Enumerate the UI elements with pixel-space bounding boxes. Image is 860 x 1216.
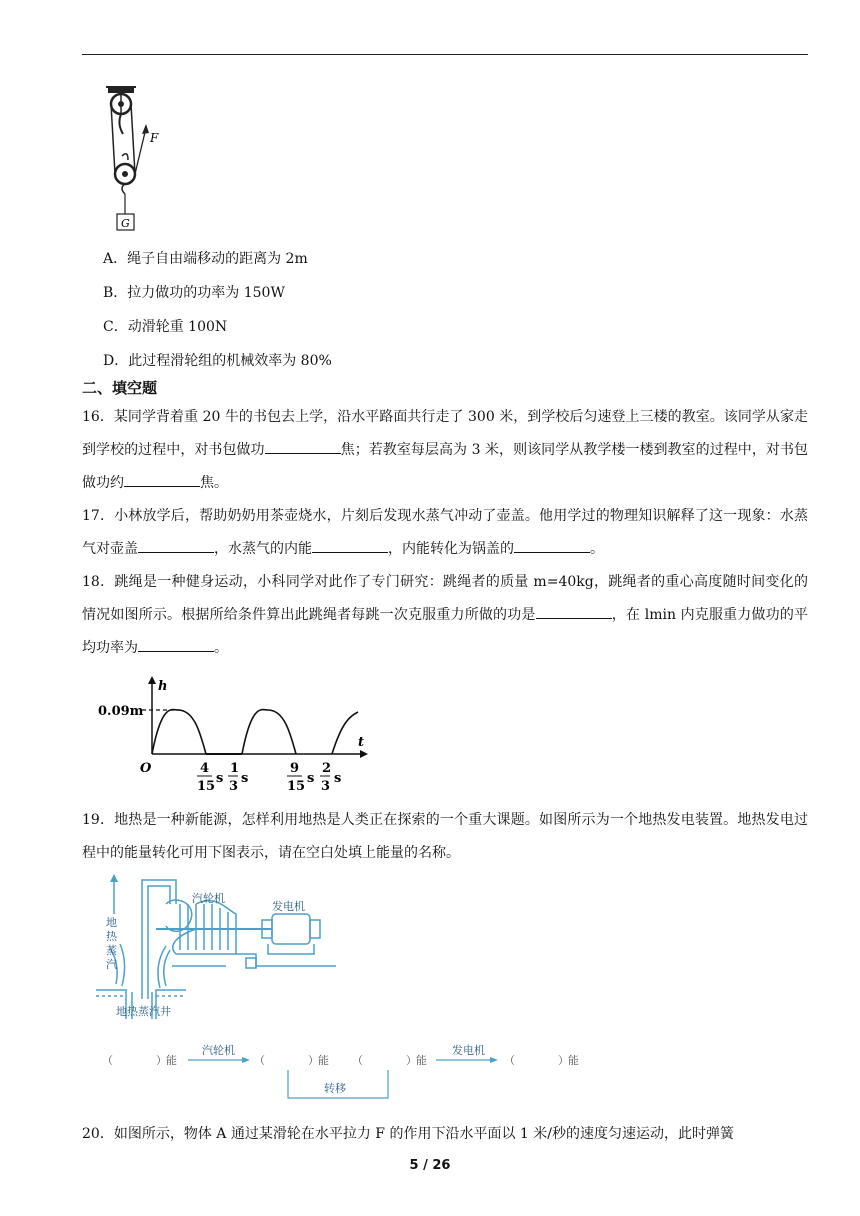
steam-label-1: 地 (106, 916, 117, 929)
svg-text:4: 4 (200, 761, 210, 776)
option-b: B．拉力做功的功率为 150W (103, 285, 285, 301)
question-20: 20．如图所示，物体 A 通过某滑轮在水平拉力 F 的作用下沿水平面以 1 米/秒的速度匀速运动，此时弹簧 (82, 1126, 734, 1142)
svg-text:）: ） (558, 1054, 569, 1067)
steam-label-3: 蒸 (106, 944, 117, 957)
curve-jump-1 (152, 710, 206, 754)
origin-label: O (140, 761, 152, 776)
svg-text:3: 3 (229, 779, 239, 794)
steam-label-2: 热 (106, 930, 117, 943)
flow-energy-2: 能 (318, 1054, 329, 1067)
q18-part2: ，在 lmin 内克服重力做功的平均功率为 (82, 607, 808, 656)
q17-part4: 。 (590, 541, 604, 557)
question-17 (82, 500, 808, 566)
svg-text:9: 9 (290, 761, 300, 776)
free-rope (135, 128, 146, 174)
question-18 (82, 566, 808, 665)
svg-text:s: s (307, 771, 315, 786)
header-rule (82, 54, 808, 55)
q16-part2: 焦；若教室每层高为 3 米，则该同学从教学楼一楼到教室的过程中，对书包做功约 (82, 442, 808, 491)
question-16 (82, 401, 808, 500)
tick-2 (228, 761, 248, 794)
force-label: F (150, 131, 159, 145)
steam-label-4: 汽 (106, 958, 117, 971)
curve-jump-2 (242, 710, 296, 754)
q16-part1: 16．某同学背着重 20 牛的书包去上学，沿水平路面共行走了 300 米，到学校后匀速登上三楼的教室。该同学从家走到学校的过程中，对书包做功 (82, 409, 808, 458)
svg-text:3: 3 (321, 779, 331, 794)
peak-label: 0.09m (98, 704, 144, 719)
generator-body (272, 914, 310, 944)
svg-text:15: 15 (197, 779, 216, 794)
q16-blank-1[interactable] (265, 438, 341, 454)
flow-turbine-label: 汽轮机 (202, 1044, 235, 1057)
curve-jump-3 (332, 712, 358, 754)
flow-generator-label: 发电机 (452, 1044, 485, 1057)
section-heading: 二、填空题 (82, 379, 158, 397)
svg-text:2: 2 (322, 761, 332, 776)
generator-label: 发电机 (272, 900, 305, 913)
svg-text:（: （ (352, 1054, 363, 1067)
q17-blank-3[interactable] (514, 537, 590, 553)
energy-flow-diagram (96, 1040, 606, 1102)
svg-text:1: 1 (230, 761, 240, 776)
q18-part1: 18．跳绳是一种健身运动，小科同学对此作了专门研究：跳绳者的质量 m=40kg，跳绳者的重心高度随时间变化的情况如图所示。根据所给条件算出此跳绳者每跳一次克服重力所做的功是 (82, 574, 808, 623)
height-time-graph (96, 672, 376, 797)
svg-text:s: s (334, 771, 342, 786)
q17-blank-1[interactable] (138, 537, 214, 553)
page-number: 5 / 26 (409, 1158, 451, 1173)
svg-text:（: （ (504, 1054, 515, 1067)
q17-part3: ，内能转化为锅盖的 (388, 541, 514, 557)
svg-text:15: 15 (287, 779, 306, 794)
well-label: 地热蒸汽井 (116, 1005, 171, 1018)
tick-4 (320, 761, 341, 794)
svg-text:）: ） (156, 1054, 167, 1067)
geothermal-figure (96, 874, 396, 1024)
flow-energy-3: 能 (416, 1054, 427, 1067)
option-a: A．绳子自由端移动的距离为 2m (103, 251, 308, 267)
svg-text:）: ） (406, 1054, 417, 1067)
question-19: 19．地热是一种新能源，怎样利用地热是人类正在探索的一个重大课题。如图所示为一个地热发电装置。地热发电过程中的能量转化可用下图表示，请在空白处填上能量的名称。 (82, 812, 808, 861)
q16-blank-2[interactable] (124, 471, 200, 487)
tick-3 (287, 761, 314, 794)
x-axis-label: t (358, 735, 365, 750)
tick-1 (197, 761, 223, 794)
pulley-figure (100, 86, 170, 236)
ceiling-mount (108, 88, 134, 93)
svg-text:（: （ (102, 1054, 113, 1067)
svg-text:s: s (241, 771, 249, 786)
q18-blank-1[interactable] (536, 603, 612, 619)
y-axis-label: h (158, 679, 168, 694)
q17-part1: 17．小林放学后，帮助奶奶用茶壶烧水，片刻后发现水蒸气冲动了壶盖。他用学过的物理知识解释了这一现象：水蒸气对壶盖 (82, 508, 808, 557)
weight-label: G (121, 217, 130, 230)
turbine-label: 汽轮机 (192, 892, 225, 905)
option-c: C．动滑轮重 100N (103, 319, 228, 335)
flow-energy-4: 能 (568, 1054, 579, 1067)
flow-energy-1: 能 (166, 1054, 177, 1067)
svg-text:）: ） (308, 1054, 319, 1067)
svg-text:s: s (216, 771, 224, 786)
flow-transfer-label: 转移 (324, 1082, 346, 1095)
q17-part2: ，水蒸气的内能 (214, 541, 312, 557)
svg-text:（: （ (254, 1054, 265, 1067)
q16-part3: 焦。 (200, 475, 228, 491)
q18-part3: 。 (214, 640, 228, 656)
q18-blank-2[interactable] (138, 636, 214, 652)
q17-blank-2[interactable] (312, 537, 388, 553)
option-d: D．此过程滑轮组的机械效率为 80% (103, 353, 332, 369)
